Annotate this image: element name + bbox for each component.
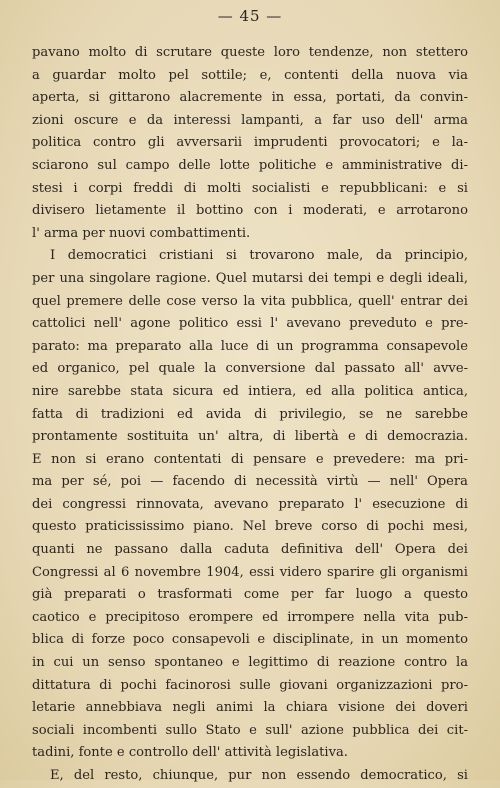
text-line: fatta di tradizioni ed avida di privilegio, se ne sarebbe: [32, 406, 468, 422]
text-line: questo praticississimo piano. Nel breve corso di pochi mesi,: [32, 519, 468, 535]
text-line: nire sarebbe stata sicura ed intiera, ed alla politica antica,: [32, 383, 468, 399]
text-line: politica contro gli avversarii imprudenti provocatori; e la-: [32, 135, 468, 151]
text-line: per una singolare ragione. Quel mutarsi dei tempi e degli ideali,: [32, 270, 468, 286]
text-line: letarie annebbiava negli animi la chiara visione dei doveri: [32, 700, 468, 716]
text-line: dittatura di pochi facinorosi sulle giovani organizzazioni pro-: [32, 677, 468, 693]
body-text: [32, 42, 468, 788]
text-line: quanti ne passano dalla caduta definitiva dell' Opera dei: [32, 542, 468, 558]
text-line: caotico e precipitoso erompere ed irrompere nella vita pub-: [32, 609, 468, 625]
text-line: tadini, fonte e controllo dell' attività legislativa.: [32, 745, 348, 761]
page-number: — 45 —: [217, 7, 283, 25]
text-line: pavano molto di scrutare queste loro tendenze, non stettero: [32, 45, 468, 60]
text-line: zioni oscure e da interessi lampanti, a far uso dell' arma: [32, 112, 468, 128]
text-line: l' arma per nuovi combattimenti.: [32, 225, 251, 241]
text-line: blica di forze poco consapevoli e disciplinate, in un momento: [32, 632, 468, 648]
text-line: E non si erano contentati di pensare e prevedere: ma pri-: [32, 451, 468, 467]
text-line: aperta, si gittarono alacremente in essa, portati, da convin-: [32, 90, 468, 106]
text-line: Congressi al 6 novembre 1904, essi videro sparire gli organismi: [32, 564, 468, 580]
text-line: divisero lietamente il bottino con i moderati, e arrotarono: [32, 203, 468, 219]
text-line: dei congressi rinnovata, avevano preparato l' esecuzione di: [32, 496, 468, 512]
text-line: E, del resto, chiunque, pur non essendo democratico, si: [50, 768, 468, 783]
text-line: già preparati o trasformati come per far luogo a questo: [32, 587, 468, 603]
text-line: ed organico, pel quale la conversione dal passato all' avve-: [32, 361, 468, 377]
text-line: I democratici cristiani si trovarono male, da principio,: [50, 248, 468, 264]
text-line: a guardar molto pel sottile; e, contenti della nuova via: [32, 67, 468, 83]
text-line: stesi i corpi freddi di molti socialisti e repubblicani: e si: [32, 180, 468, 196]
text-line: sociali incombenti sullo Stato e sull' azione pubblica dei cit-: [32, 722, 468, 738]
text-line: in cui un senso spontaneo e legittimo di reazione contro la: [32, 655, 468, 671]
text-line: sciarono sul campo delle lotte politiche e amministrative di-: [32, 157, 468, 173]
text-line: cattolici nell' agone politico essi l' avevano preveduto e pre-: [32, 316, 468, 332]
text-line: prontamente sostituita un' altra, di libertà e di democrazia.: [32, 429, 468, 445]
text-line: quel premere delle cose verso la vita pubblica, quell' entrar dei: [32, 293, 468, 309]
text-line: ma per sé, poi — facendo di necessità virtù — nell' Opera: [32, 474, 468, 490]
text-line: parato: ma preparato alla luce di un programma consapevole: [32, 338, 468, 354]
